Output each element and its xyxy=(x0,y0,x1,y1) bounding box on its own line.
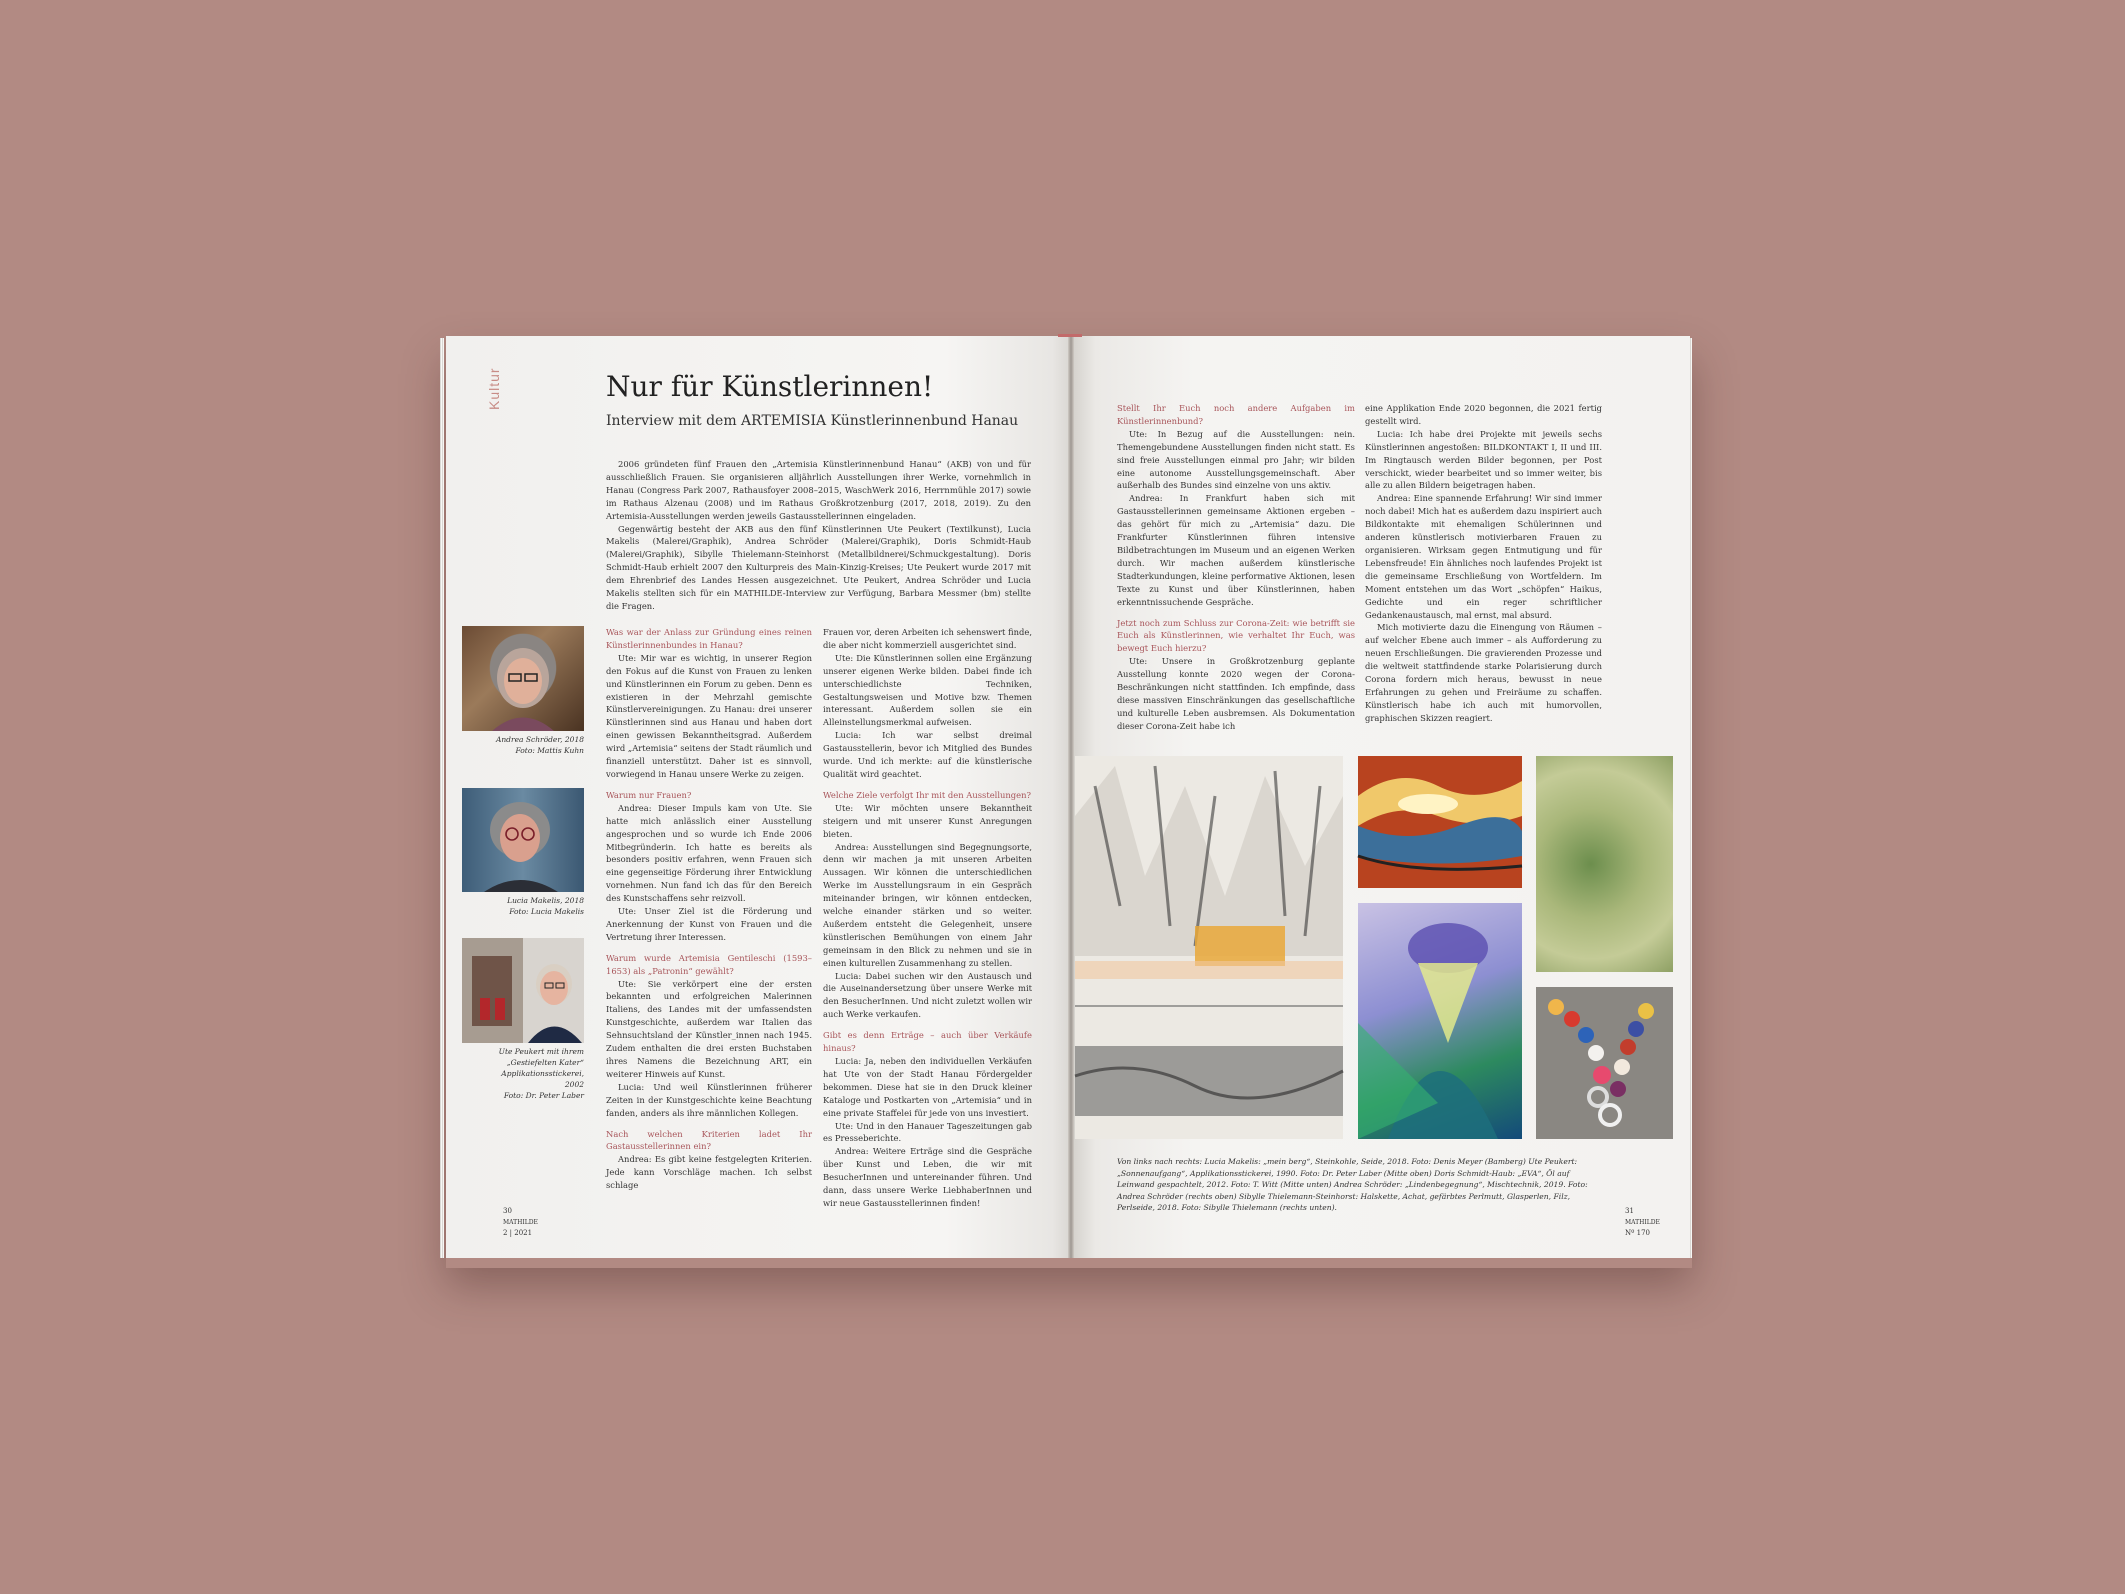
artwork-mein-berg xyxy=(1075,756,1343,1139)
interview-question: Jetzt noch zum Schluss zur Corona-Zeit: wie betrifft sie Euch als Künstlerinnen, wie verhaltet Ihr Euch, was bewegt Euch hierzu? xyxy=(1117,617,1355,654)
caption-line: Foto: Dr. Peter Laber xyxy=(503,1091,584,1100)
portrait-lucia-makelis xyxy=(462,788,584,892)
intro-paragraph: 2006 gründeten fünf Frauen den „Artemisia Künstlerinnenbund Hanau“ (AKB) von und für ausschließlich Frauen. Sie organisieren alljährlich Ausstellungen ihrer Werke, vornehmlich in Hanau (Congress Park 2007, Rathausfoyer 2008–2015, WaschWerk 2016, Herrnmühle 2017) sowie im Rathaus Alzenau (2008) und im Rathaus Großkrotzenburg (2017, 2018, 2019). Zu den Artemisia-Ausstellungen werden jeweils Gastausstellerinnen eingeladen. xyxy=(606,459,1031,521)
interview-answer: Andrea: Eine spannende Erfahrung! Wir sind immer noch dabei! Mich hat es außerdem dazu inspiriert auch Bildkontakte mit ehemaligen Schülerinnen und anderen künstlerisch motivierbaren Frauen zu organisieren. Wirksam gegen Entmutigung und für Lebensfreude! Ein ähnliches noch laufendes Projekt ist die gemeinsame Erschließung von Wortfeldern. Im Moment entstehen um das Wort „schöpfen“ Haikus, Gedichte und ein reger schriftlicher Gedankenaustausch, mal ernst, mal absurd. xyxy=(1365,493,1602,620)
artwork-drawing xyxy=(1358,756,1522,888)
interview-question: Was war der Anlass zur Gründung eines reinen Künstlerinnenbundes in Hanau? xyxy=(606,627,812,650)
interview-answer: Ute: Wir möchten unsere Bekanntheit steigern und mit unserer Kunst Anregungen bieten. xyxy=(823,802,1032,839)
interview-answer: Ute: Unsere in Großkrotzenburg geplante Ausstellung konnte 2020 wegen der Corona-Beschränkungen nicht stattfinden. Ich empfinde, dass diese massiven Einschränkungen das gesellschaftliche und kulturelle Leben ausbremsen. Als Dokumentation dieser Corona-Zeit habe ich xyxy=(1117,656,1355,731)
artwork-halskette xyxy=(1536,987,1673,1139)
artwork-eva xyxy=(1358,903,1522,1139)
interview-answer: Andrea: Weitere Erträge sind die Gespräche über Kunst und Leben, die wir mit BesucherInnen und untereinander führen. Und dann, dass unsere Werke LiebhaberInnen und wir neue Gastausstellerinnen finden! xyxy=(823,1146,1032,1208)
interview-answer: Andrea: In Frankfurt haben sich mit Gastausstellerinnen gemeinsame Aktionen ergeben – das gehört für mich zu „Artemisia“ dazu. Die Frankfurter Künstlerinnen führen intensive Bildbetrachtungen im Museum und an eigenen Werken durch. Wir machen außerdem künstlerische Stadterkundungen, kleine performative Aktionen, lesen Texte zu Kunst und über Künstlerinnen, haben erkenntnissuchende Gespräche. xyxy=(1117,493,1355,607)
footer-right xyxy=(1625,1206,1660,1239)
interview-answer: Frauen vor, deren Arbeiten ich sehenswert finde, die aber nicht kommerziell ausgerichtet sind. xyxy=(823,627,1032,650)
intro-paragraph: Gegenwärtig besteht der AKB aus den fünf Künstlerinnen Ute Peukert (Textilkunst), Lucia Makelis (Malerei/Graphik), Andrea Schröder (Malerei/Graphik), Doris Schmidt-Haub (Malerei/Graphik), Sibylle Thielemann-Steinhorst (Metallbildnerei/Schmuckgestaltung). Doris Schmidt-Haub erhielt 2007 den Kulturpreis des Main-Kinzig-Kreises; Ute Peukert wurde 2017 mit dem Ehrenbrief des Landes Hessen ausgezeichnet. Ute Peukert, Andrea Schröder und Lucia Makelis stellten sich für ein MATHILDE-Interview zur Verfügung, Barbara Messmer (bm) stellte die Fragen. xyxy=(606,523,1031,611)
intro-text xyxy=(606,458,1031,611)
page-stack-left xyxy=(440,338,444,1258)
text-column-2 xyxy=(823,626,1032,1208)
interview-question: Gibt es denn Erträge – auch über Verkäufe hinaus? xyxy=(823,1030,1032,1054)
interview-question: Stellt Ihr Euch noch andere Aufgaben im Künstlerinnenbund? xyxy=(1117,403,1355,426)
interview-answer: Mich motivierte dazu die Einengung von Räumen – auf welcher Ebene auch immer – als Aufforderung zu neuen Erschließungen. Die gravierenden Prozesse und die weltweit stattfindende starke Polarisierung durch Corona fordern mich heraus, bewusst in neue Erfahrungen zu gehen und Freiräume zu schaffen. Künstlerisch habe ich auch mit humorvollen, graphischen Skizzen reagiert. xyxy=(1365,622,1602,723)
photo-caption xyxy=(462,1046,584,1101)
magazine-name: MATHILDE xyxy=(1625,1219,1660,1226)
caption-line: „Gestiefelten Kater“ xyxy=(506,1058,584,1067)
caption-line: 2002 xyxy=(564,1080,584,1089)
caption-line: Lucia Makelis, 2018 xyxy=(507,896,584,905)
issue-number: 2 | 2021 xyxy=(503,1229,533,1237)
interview-answer: Lucia: Ich war selbst dreimal Gastausstellerin, bevor ich Mitglied des Bundes wurde. Und ich merkte: auf die künstlerische Qualität wird geachtet. xyxy=(823,730,1032,779)
caption-line: Foto: Mattis Kuhn xyxy=(515,746,584,755)
artwork-sonnenaufgang xyxy=(1358,756,1522,888)
spine-gutter xyxy=(1068,336,1074,1258)
artwork-lindenbegegnung xyxy=(1536,756,1673,972)
interview-answer: Ute: Und in den Hanauer Tageszeitungen gab es Presseberichte. xyxy=(823,1120,1032,1144)
issue-number: Nº 170 xyxy=(1625,1229,1651,1237)
magazine-name: MATHILDE xyxy=(503,1219,538,1226)
interview-answer: Lucia: Ich habe drei Projekte mit jeweils sechs Künstlerinnen angestoßen: BILDKONTAKT I, II und III. Im Ringtausch werden Bilder begonnen, per Post verschickt, wieder bearbeitet und so immer weiter, bis alle zu allen Bildern beigetragen haben. xyxy=(1365,428,1602,491)
page-number: 30 xyxy=(503,1207,512,1215)
artwork-caption: Von links nach rechts: Lucia Makelis: „mein berg“, Steinkohle, Seide, 2018. Foto: Denis Meyer (Bamberg) Ute Peukert: „Sonnenaufgang“, Applikationsstickerei, 1990. Foto: Dr. Peter Laber (Mitte oben) Doris Schmidt-Haub: „EVA“, Öl auf Leinwand gespachtelt, 2012. Foto: T. Witt (Mitte unten) Andrea Schröder: „Lindenbegegnung“, Mischtechnik, 2019. Foto: Andrea Schröder (rechts oben) Sibylle Thielemann-Steinhorst: Halskette, Achat, gefärbtes Perlmutt, Glasperlen, Filz, Perlseide, 2018. Foto: Sibylle Thielemann (rechts unten). xyxy=(1117,1157,1588,1212)
photo-caption xyxy=(462,895,584,917)
interview-answer: Andrea: Dieser Impuls kam von Ute. Sie hatte mich anlässlich einer Ausstellung angesprochen und so wurde ich Ende 2006 Mitbegründerin. Ich hatte es bereits als besonders positiv erfahren, wenn Frauen sich eine gegenseitige Förderung ihrer Entwicklung vornehmen. Nun fand ich das für den Bereich des Kunstschaffens sehr reizvoll. xyxy=(606,802,812,904)
interview-question: Welche Ziele verfolgt Ihr mit den Ausstellungen? xyxy=(823,789,1032,800)
interview-answer: Andrea: Ausstellungen sind Begegnungsorte, denn wir machen ja mit unseren Arbeiten Aussagen. Wir können die unterschiedlichen Werke im Ausstellungsraum in ein Gespräch miteinander bringen, wir können entdecken, welche einander stärken und so weiter. Außerdem entsteht die Gelegenheit, unsere künstlerischen Bemühungen von einem Jahr gemeinsam in den Blick zu nehmen und sie in einen kulturellen Zusammenhang zu stellen. xyxy=(823,841,1032,968)
caption-line: Andrea Schröder, 2018 xyxy=(495,735,584,744)
interview-answer: Ute: In Bezug auf die Ausstellungen: nein. Themengebundene Ausstellungen finden nicht statt. Es sind freie Ausstellungen einmal pro Jahr; wir bilden eine autonome Ausstellungsgemeinschaft. Aber außerhalb des Bundes sind einzelne von uns aktiv. xyxy=(1117,428,1355,491)
interview-answer: eine Applikation Ende 2020 begonnen, die 2021 fertig gestellt wird. xyxy=(1365,403,1602,426)
article-title: Nur für Künstlerinnen! xyxy=(606,370,934,403)
interview-answer: Ute: Die Künstlerinnen sollen eine Ergänzung unserer eigenen Werke bilden. Dabei finde ich unterschiedlichste Techniken, Gestaltungsweisen und Motive bzw. Themen interessant. Außerdem sollen sie ein Alleinstellungsmerkmal aufweisen. xyxy=(823,652,1032,728)
interview-question: Warum wurde Artemisia Gentileschi (1593–1653) als „Patronin“ gewählt? xyxy=(606,952,812,976)
interview-answer: Lucia: Ja, neben den individuellen Verkäufen hat Ute von der Stadt Hanau Fördergelder bekommen. Diese hat sie in den Druck kleiner Kataloge und Postkarten von „Artemisia“ und in eine private Staffelei für jede von uns investiert. xyxy=(823,1056,1032,1118)
artwork-drawing xyxy=(1536,987,1673,1139)
interview-answer: Lucia: Dabei suchen wir den Austausch und die Auseinandersetzung über unsere Werke mit den BesucherInnen. Und nicht zuletzt wollen wir auch Werke verkaufen. xyxy=(823,970,1032,1020)
text-column-1 xyxy=(606,626,812,1191)
artwork-drawing xyxy=(1358,903,1522,1139)
caption-line: Foto: Lucia Makelis xyxy=(509,907,584,916)
portrait-figure xyxy=(462,788,584,892)
caption-line: Ute Peukert mit ihrem xyxy=(498,1047,584,1056)
portrait-figure xyxy=(462,938,584,1043)
text-column-4 xyxy=(1365,402,1602,722)
artwork-drawing xyxy=(1075,756,1343,1139)
interview-answer: Lucia: Und weil Künstlerinnen früherer Zeiten in der Kunstgeschichte keine Beachtung fanden, anders als ihre männlichen Kollegen. xyxy=(606,1081,812,1118)
interview-answer: Ute: Sie verkörpert eine der ersten bekannten und erfolgreichen Malerinnen Italiens, des Landes mit der umfassendsten Kunstgeschichte, außerdem war Italien das Sehnsuchtsland der Künstler_innen nach 1945. Zudem enthalten die drei ersten Buchstaben ihres Namens die Bezeichnung ART, ein weiterer Hinweis auf Kunst. xyxy=(606,978,812,1079)
interview-answer: Ute: Mir war es wichtig, in unserer Region den Fokus auf die Kunst von Frauen zu lenken und Künstlerinnen ein Forum zu geben. Denn es existieren in der Mehrzahl gemischte Künstlervereinigungen. Zu Hanau: drei unserer Künstlerinnen sind aus Hanau und haben dort einen gewissen Bekanntheitsgrad. Außerdem wird „Artemisia“ seitens der Stadt räumlich und finanziell unterstützt. Daher ist es sinnvoll, vorwiegend in Hanau unsere Werke zu zeigen. xyxy=(606,652,812,779)
photo-caption xyxy=(462,734,584,756)
interview-answer: Andrea: Es gibt keine festgelegten Kriterien. Jede kann Vorschläge machen. Ich selbst schlage xyxy=(606,1154,812,1191)
page-number: 31 xyxy=(1625,1207,1634,1215)
caption-line: Applikationsstickerei, xyxy=(501,1069,584,1078)
article-subtitle: Interview mit dem ARTEMISIA Künstlerinnenbund Hanau xyxy=(606,413,1019,429)
section-kicker: Kultur xyxy=(486,367,502,410)
text-column-3 xyxy=(1117,402,1355,731)
footer-left xyxy=(503,1206,538,1239)
bookmark-ribbon xyxy=(1058,334,1082,337)
portrait-figure xyxy=(462,626,584,731)
portrait-andrea-schroeder xyxy=(462,626,584,731)
interview-question: Nach welchen Kriterien ladet Ihr Gastausstellerinnen ein? xyxy=(606,1128,812,1152)
interview-question: Warum nur Frauen? xyxy=(606,789,692,800)
portrait-ute-peukert xyxy=(462,938,584,1043)
interview-answer: Ute: Unser Ziel ist die Förderung und Anerkennung der Kunst von Frauen und die Vertretung ihrer Interessen. xyxy=(606,906,812,942)
